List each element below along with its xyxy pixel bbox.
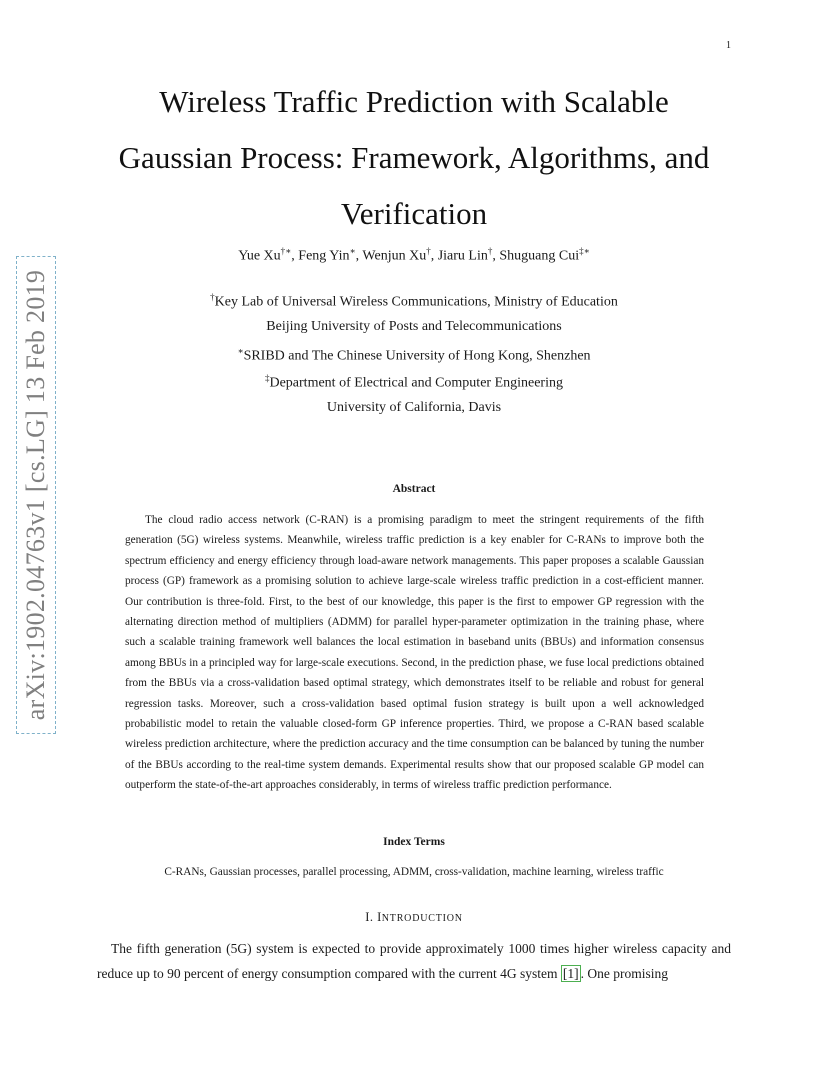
abstract-heading: Abstract bbox=[392, 483, 436, 495]
author-name: , Wenjun Xu bbox=[355, 248, 427, 264]
introduction-body bbox=[97, 936, 731, 986]
author-list bbox=[90, 246, 738, 265]
title-line-2: Gaussian Process: Framework, Algorithms, and bbox=[118, 140, 710, 175]
author-name: , Shuguang Cui bbox=[492, 248, 580, 264]
author-mark: ‡∗ bbox=[579, 246, 590, 256]
intro-text-continued: . One promising bbox=[580, 966, 668, 981]
abstract-body: The cloud radio access network (C-RAN) is a promising paradigm to meet the stringent requirements of the fifth generation (5G) wireless systems. Meanwhile, wireless traffic prediction is a key enabler for C-RANs to improve both the spectrum efficiency and energy efficiency through load-aware network managements. This paper proposes a scalable Gaussian process (GP) framework as a promising solution to achieve large-scale wireless traffic prediction in a cost-efficient manner. Our contribution is three-fold. First, to the best of our knowledge, this paper is the first to empower GP regression with the alternating direction method of multipliers (ADMM) for parallel hyper-parameter optimization in the training phase, where such a scalable training framework well balances the local estimation in baseband units (BBUs) and information consensus among BBUs in a principled way for large-scale executions. Second, in the prediction phase, we fuse local predictions obtained from the BBUs via a cross-validation based optimal strategy, which demonstrates itself to be reliable and robust for general regression tasks. Moreover, such a cross-validation based optimal fusion strategy is built upon a well acknowledged probabilistic model to retain the valuable closed-form GP inference properties. Third, we propose a C-RAN based scalable wireless prediction architecture, where the prediction accuracy and the time consumption can be balanced by tuning the number of the BBUs according to the real-time system demands. Experimental results show that our proposed scalable GP model can outperform the state-of-the-art approaches considerably, in terms of wireless traffic prediction performance. bbox=[125, 514, 704, 792]
author-name: Yue Xu bbox=[238, 248, 281, 264]
index-terms-body: C-RANs, Gaussian processes, parallel processing, ADMM, cross-validation, machine learning, wireless traffic bbox=[164, 866, 664, 878]
affiliation-line: University of California, Davis bbox=[326, 400, 502, 415]
affiliation-text: Department of Electrical and Computer Engineering bbox=[269, 375, 563, 391]
affiliation-text: Key Lab of Universal Wireless Communications, Ministry of Education bbox=[214, 294, 618, 310]
affiliation-line: Beijing University of Posts and Telecommunications bbox=[266, 319, 562, 334]
affiliation-mark: ‡ bbox=[264, 373, 270, 383]
section-rest: NTRODUCTION bbox=[381, 913, 463, 924]
section-heading-introduction bbox=[90, 910, 738, 925]
affiliation-line bbox=[90, 373, 738, 392]
paper-title bbox=[90, 74, 738, 242]
arxiv-stamp[interactable] bbox=[16, 256, 56, 734]
title-line-3: Verification bbox=[340, 196, 488, 231]
intro-text: The fifth generation (5G) system is expected to provide approximately 1000 times higher wireless capacity and reduce up to 90 percent of energy consumption compared with the current 4G system bbox=[97, 941, 731, 981]
affiliation-line bbox=[90, 292, 738, 311]
index-terms-heading: Index Terms bbox=[383, 836, 445, 848]
affiliation-text: SRIBD and The Chinese University of Hong Kong, Shenzhen bbox=[243, 348, 591, 364]
affiliation-mark: † bbox=[210, 292, 215, 302]
author-mark: † bbox=[487, 246, 493, 256]
author-name: , Jiaru Lin bbox=[430, 248, 488, 264]
affiliation-mark: ∗ bbox=[237, 346, 244, 356]
arxiv-stamp-text: arXiv:1902.04763v1 [cs.LG] 13 Feb 2019 bbox=[21, 269, 50, 721]
author-name: , Feng Yin bbox=[291, 248, 350, 264]
title-line-1: Wireless Traffic Prediction with Scalable bbox=[159, 84, 669, 119]
author-mark: ∗ bbox=[349, 246, 356, 256]
section-numeral: I. bbox=[365, 910, 378, 924]
affiliation-line bbox=[90, 346, 738, 365]
author-mark: †∗ bbox=[280, 246, 292, 256]
author-mark: † bbox=[426, 246, 431, 256]
section-initial: I bbox=[377, 910, 382, 924]
page-number: 1 bbox=[726, 40, 731, 51]
citation-link[interactable]: [1] bbox=[562, 966, 579, 981]
